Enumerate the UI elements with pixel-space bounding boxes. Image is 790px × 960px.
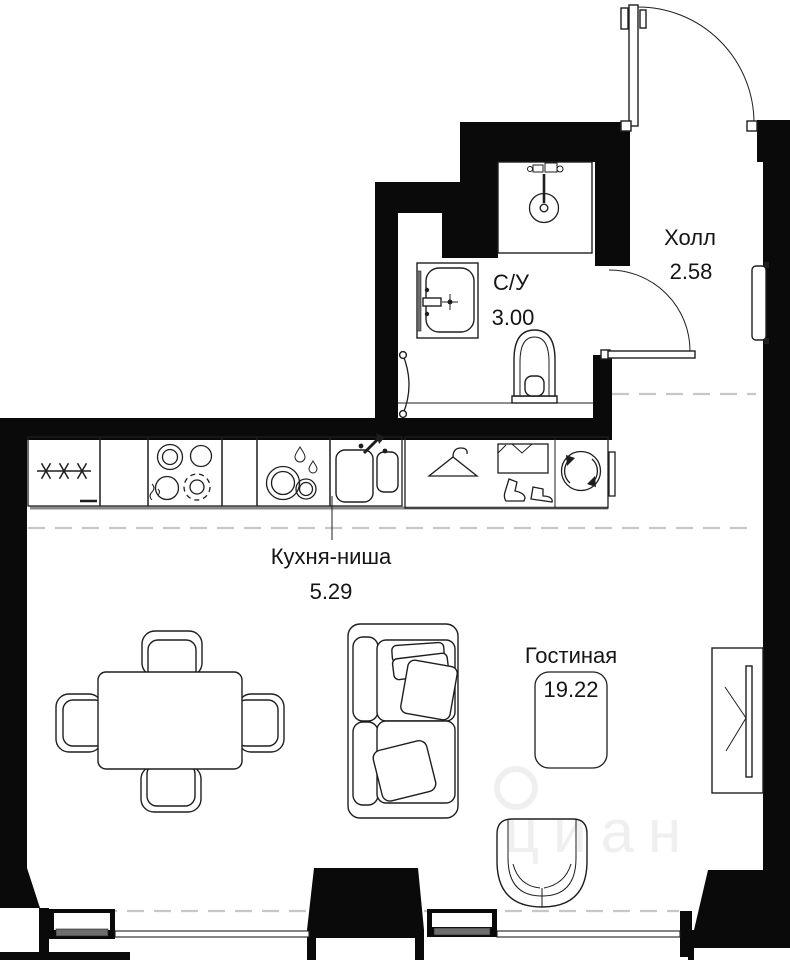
kitchen-sink-icon: [330, 433, 402, 506]
entry-door-swing-arc: [638, 7, 754, 123]
entry-door: [621, 5, 757, 131]
kitchen-cabinet: [222, 437, 257, 506]
wardrobe-icon: [712, 648, 763, 793]
watermark: циан: [504, 798, 696, 865]
chair-icon: [141, 764, 201, 812]
living-area: 19.22: [543, 677, 599, 702]
window-glass-left: [115, 931, 309, 937]
living-label: Гостиная: [524, 643, 618, 668]
boots-icon: [504, 479, 552, 502]
towel-rail-icon: [400, 352, 409, 418]
hob-icon: [148, 437, 222, 506]
window-pier: [307, 868, 424, 930]
washing-machine-icon: [562, 452, 616, 497]
kitchen-area: 5.29: [309, 579, 353, 604]
dish-rack-icon: [257, 437, 330, 506]
hall-label: Холл: [664, 225, 716, 250]
window-sill: [427, 909, 497, 937]
washbasin-icon: [417, 263, 478, 338]
bathroom-area: 3.00: [491, 305, 535, 330]
kitchen-cabinet: [100, 437, 148, 506]
entry-door-leaf: [629, 5, 638, 126]
toilet-icon: [512, 330, 557, 403]
clothes-box-icon: [498, 444, 548, 473]
pillow-icon: [400, 659, 459, 721]
window-glass-right: [497, 931, 680, 937]
fridge-icon: [28, 437, 100, 506]
dining-set: [56, 631, 284, 812]
shower-icon: [498, 162, 592, 253]
bathroom-label: С/У: [493, 270, 529, 295]
hall-wardrobe: [405, 437, 615, 508]
kitchen-label: Кухня-ниша: [270, 544, 392, 569]
dining-table-icon: [98, 672, 242, 769]
electrical-panel: [752, 262, 769, 344]
chair-icon: [236, 694, 284, 752]
hall-area: 2.58: [669, 259, 713, 284]
bathroom-door-leaf: [608, 351, 695, 358]
hanger-icon: [429, 448, 477, 476]
balcony-door-sill: [49, 909, 115, 939]
towel-rail-bar: [417, 271, 421, 331]
sofa-icon: [348, 624, 458, 818]
